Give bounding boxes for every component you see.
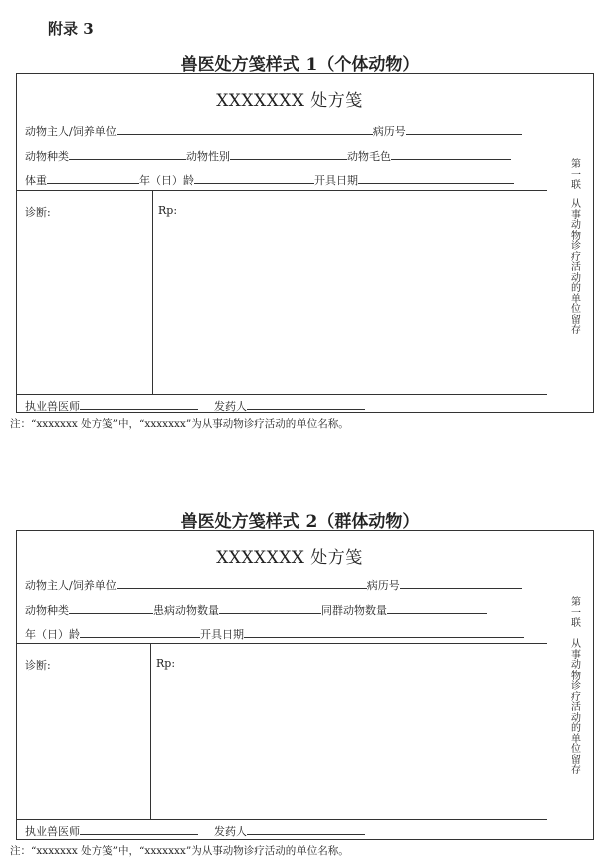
species-field[interactable] (69, 601, 153, 614)
age-label: 年（日）龄 (25, 628, 80, 641)
form1-row-weight (25, 171, 514, 188)
form2-title: 兽医处方笺样式 2（群体动物） (180, 512, 420, 532)
species-label: 动物种类 (25, 604, 69, 617)
form2-divider-column (150, 643, 151, 819)
vet-label: 执业兽医师 (25, 400, 80, 413)
form1-rp-label: Rp: (158, 204, 178, 217)
species-label: 动物种类 (25, 150, 69, 163)
form2-heading: XXXXXXX 处方笺 (216, 548, 363, 568)
form2-box (16, 530, 594, 840)
form1-box (16, 73, 594, 413)
record-no-label: 病历号 (372, 125, 406, 138)
age-label: 年（日）龄 (139, 174, 194, 187)
owner-field[interactable] (117, 576, 367, 589)
form2-diagnosis-label: 诊断: (25, 659, 51, 672)
owner-label: 动物主人/饲养单位 (25, 579, 117, 592)
species-field[interactable] (69, 147, 186, 160)
record-no-field[interactable] (400, 576, 522, 589)
form2-divider-top (17, 643, 547, 644)
form1-row-species (25, 147, 511, 164)
owner-field[interactable] (117, 122, 373, 135)
form1-diagnosis-label: 诊断: (25, 206, 51, 219)
form2-divider-bottom (17, 819, 547, 820)
date-field[interactable] (244, 625, 524, 638)
dispenser-label: 发药人 (214, 825, 247, 838)
sick-count-label: 患病动物数量 (153, 604, 219, 617)
vet-label: 执业兽医师 (25, 825, 80, 838)
herd-count-label: 同群动物数量 (321, 604, 387, 617)
sick-count-field[interactable] (219, 601, 321, 614)
dispenser-label: 发药人 (214, 400, 247, 413)
form2-side-rest: 从事动物诊疗活动的单位留存 (571, 639, 581, 776)
form2-row-sign (25, 822, 365, 839)
form1-row-owner (25, 122, 522, 139)
date-field[interactable] (358, 171, 514, 184)
form1-side-first: 第一联 (571, 159, 581, 191)
form2-rp-label: Rp: (156, 657, 176, 670)
record-no-label: 病历号 (366, 579, 400, 592)
coat-label: 动物毛色 (347, 150, 391, 163)
form2-row-owner (25, 576, 522, 593)
age-field[interactable] (80, 625, 200, 638)
form1-divider-column (152, 190, 153, 394)
dispenser-field[interactable] (247, 822, 365, 835)
owner-label: 动物主人/饲养单位 (25, 125, 117, 138)
form2-side-first: 第一联 (571, 597, 581, 629)
date-label: 开具日期 (314, 174, 358, 187)
dispenser-field[interactable] (247, 397, 365, 410)
vet-field[interactable] (80, 822, 198, 835)
form1-side-rest: 从事动物诊疗活动的单位留存 (571, 199, 581, 336)
form2-row-species (25, 601, 487, 618)
form1-row-sign (25, 397, 365, 414)
form1-title: 兽医处方笺样式 1（个体动物） (180, 55, 420, 75)
sex-label: 动物性别 (186, 150, 230, 163)
form1-note: 注：“xxxxxxx 处方笺”中，“xxxxxxx”为从事动物诊疗活动的单位名称。 (10, 418, 349, 430)
herd-count-field[interactable] (387, 601, 487, 614)
form1-divider-top (17, 190, 547, 191)
vet-field[interactable] (80, 397, 198, 410)
weight-field[interactable] (47, 171, 139, 184)
weight-label: 体重 (25, 174, 47, 187)
date-label: 开具日期 (200, 628, 244, 641)
coat-field[interactable] (391, 147, 511, 160)
sex-field[interactable] (230, 147, 347, 160)
record-no-field[interactable] (406, 122, 522, 135)
age-field[interactable] (194, 171, 314, 184)
form2-note: 注：“xxxxxxx 处方笺”中，“xxxxxxx”为从事动物诊疗活动的单位名称。 (10, 845, 349, 857)
form1-divider-bottom (17, 394, 547, 395)
appendix-label: 附录 3 (48, 20, 94, 38)
form1-heading: XXXXXXX 处方笺 (216, 91, 363, 111)
form2-row-age (25, 625, 524, 642)
